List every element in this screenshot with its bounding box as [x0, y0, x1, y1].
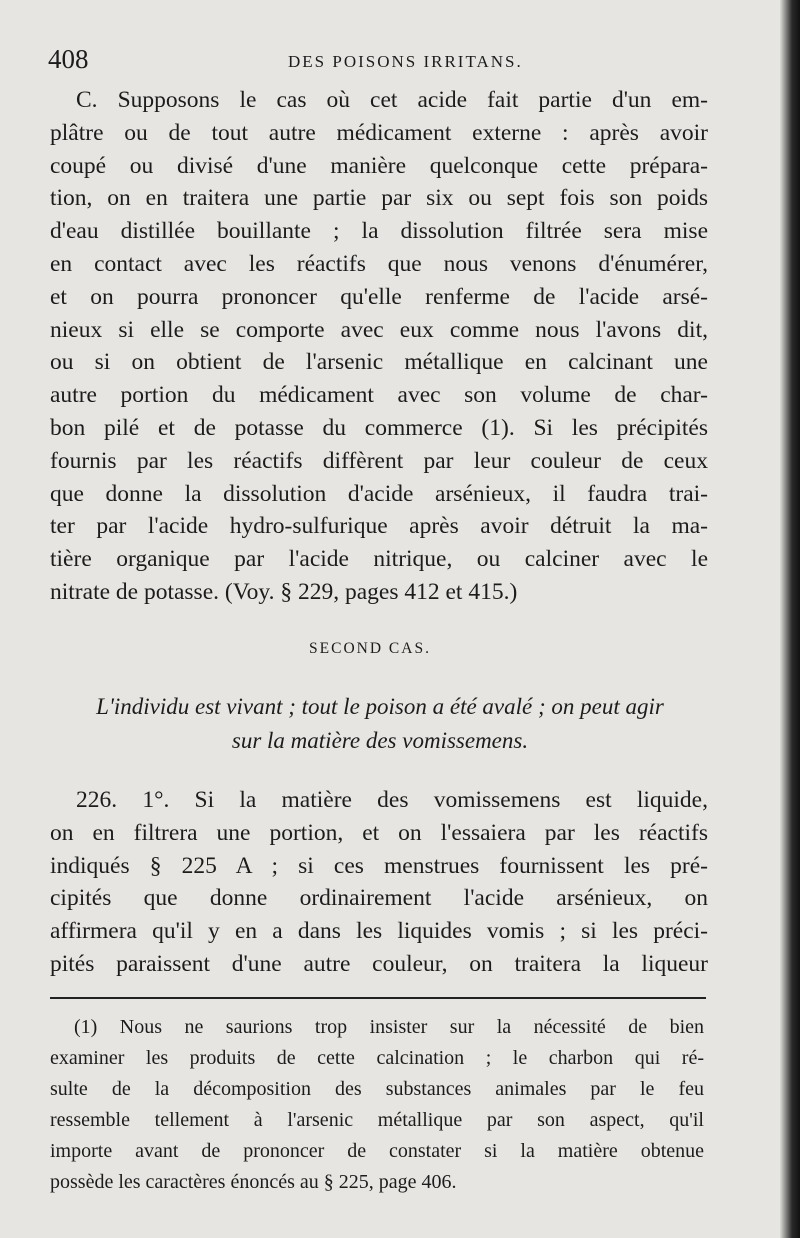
- text-line: fournis par les réactifs diffèrent par leur couleur de ceux: [50, 447, 708, 474]
- text-line: on en filtrera une portion, et on l'essaiera par les réactifs: [50, 819, 708, 846]
- running-title: DES POISONS IRRITANS.: [288, 52, 523, 71]
- text-line: 226. 1°. Si la matière des vomissemens est liquide,: [76, 787, 708, 813]
- text-line: plâtre ou de tout autre médicament externe : après avoir: [50, 119, 708, 146]
- page-header: [48, 44, 708, 84]
- text-line: ou si on obtient de l'arsenic métallique en calcinant une: [50, 349, 708, 376]
- footnote-line: sulte de la décomposition des substances animales par le feu: [50, 1078, 704, 1100]
- page-edge-shadow: [780, 0, 800, 1238]
- footnote-line: importe avant de prononcer de constater si la matière obtenue: [50, 1140, 704, 1162]
- text-line: d'eau distillée bouillante ; la dissolution filtrée sera mise: [50, 218, 708, 245]
- text-line: nieux si elle se comporte avec eux comme nous l'avons dit,: [50, 316, 708, 343]
- section-heading: SECOND CAS.: [309, 640, 431, 657]
- text-line: cipités que donne ordinairement l'acide arsénieux, on: [50, 885, 708, 912]
- text-line: pités paraissent d'une autre couleur, on traitera la liqueur: [50, 950, 708, 977]
- text-line: nitrate de potasse. (Voy. § 229, pages 412 et 415.): [50, 578, 518, 605]
- text-line: en contact avec les réactifs que nous venons d'énumérer,: [50, 250, 708, 277]
- text-line: tière organique par l'acide nitrique, ou calciner avec le: [50, 546, 708, 573]
- text-line: coupé ou divisé d'une manière quelconque cette prépara-: [50, 152, 708, 179]
- section-subtitle: [50, 690, 710, 758]
- text-line: C. Supposons le cas où cet acide fait partie d'un em-: [76, 87, 708, 113]
- footnote-line: ressemble tellement à l'arsenic métallique par son aspect, qu'il: [50, 1109, 704, 1131]
- text-line: et on pourra prononcer qu'elle renferme de l'acide arsé-: [50, 283, 708, 310]
- text-line: tion, on en traitera une partie par six ou sept fois son poids: [50, 185, 708, 212]
- footnote-divider: [50, 997, 706, 999]
- footnote-line: possède les caractères énoncés au § 225, page 406.: [50, 1171, 457, 1193]
- page-number: 408: [48, 44, 89, 74]
- paragraph-226: [50, 784, 708, 981]
- paragraph-c: [50, 84, 708, 609]
- subtitle-line: sur la matière des vomissemens.: [231, 728, 529, 753]
- footnote-line: examiner les produits de cette calcination ; le charbon qui ré-: [50, 1047, 704, 1069]
- text-line: bon pilé et de potasse du commerce (1). Si les précipités: [50, 414, 708, 441]
- text-line: que donne la dissolution d'acide arsénieux, il faudra trai-: [50, 480, 708, 507]
- text-line: ter par l'acide hydro-sulfurique après avoir détruit la ma-: [50, 513, 708, 540]
- footnote-line: (1) Nous ne saurions trop insister sur la nécessité de bien: [74, 1016, 704, 1038]
- text-line: autre portion du médicament avec son volume de char-: [50, 382, 708, 409]
- text-line: indiqués § 225 A ; si ces menstrues fournissent les pré-: [50, 852, 708, 879]
- text-line: affirmera qu'il y en a dans les liquides vomis ; si les préci-: [50, 918, 708, 945]
- subtitle-line: L'individu est vivant ; tout le poison a été avalé ; on peut agir: [96, 694, 664, 719]
- footnote: [50, 1012, 704, 1198]
